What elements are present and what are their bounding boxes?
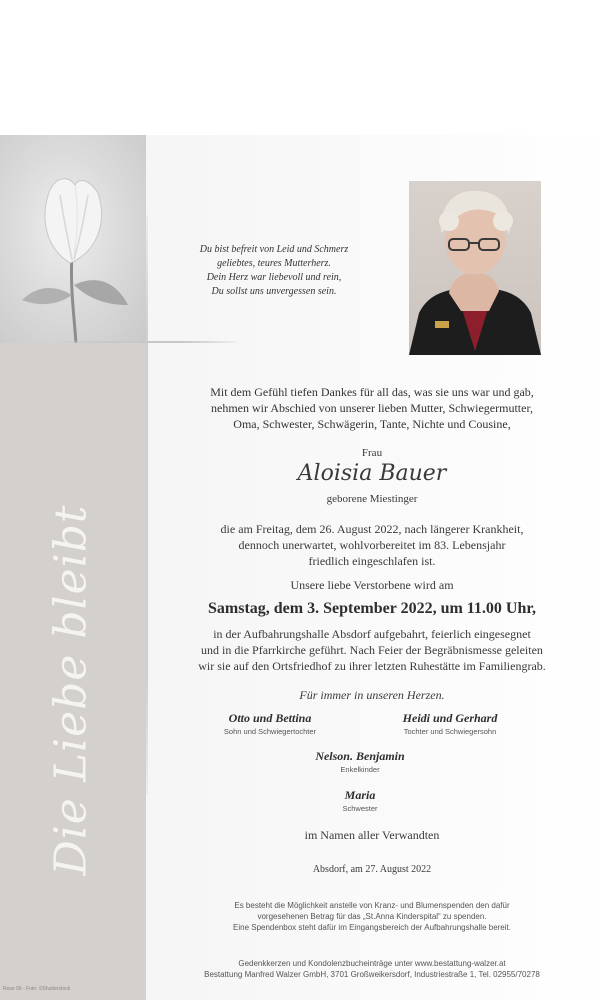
mourner-entry: [205, 711, 335, 736]
mourner-entry: [385, 711, 515, 736]
portrait-photo: [409, 181, 541, 355]
rose-image: [0, 135, 146, 343]
mourner-entry: [295, 749, 425, 774]
place-date: Absdorf, am 27. August 2022: [312, 864, 432, 875]
mourner-name: Maria: [344, 788, 376, 802]
intro-text: Mit dem Gefühl tiefen Dankes für all das, was sie uns war und gab, nehmen wir Abschied von unserer lieben Mutter, Schwiegermutter, Oma, Schwester, Schwägerin, Tante, Nichte und Cousine,: [210, 385, 534, 431]
donation-note: Es besteht die Möglichkeit anstelle von Kranz- und Blumenspenden den dafür vorgesehenen Betrag für das „St.Anna Kinderspital“ zu spenden. Eine Spendenbox steht dafür im Eingangsbereich der Aufbahrungshalle bereit.: [233, 901, 511, 932]
poem-line: Du sollst uns unvergessen sein.: [211, 286, 337, 297]
mourner-relation: Enkelkinder: [340, 765, 380, 774]
funeral-text: in der Aufbahrungshalle Absdorf aufgebahrt, feierlich eingesegnet und in die Pfarrkirche geführt. Nach Feier der Begräbnismesse geleiten wir sie auf den Ortsfriedhof zu ihrer letzten Ruhestätte im Familiengrab.: [198, 627, 546, 673]
poem-line: Dein Herz war liebevoll und rein,: [206, 272, 342, 283]
mourner-name: Otto und Bettina: [228, 711, 312, 725]
mourner-name: Heidi und Gerhard: [402, 711, 498, 725]
forever-line: Für immer in unseren Herzen.: [299, 688, 445, 702]
mourner-relation: Tochter und Schwiegersohn: [403, 727, 497, 736]
sidebar-motto: Die Liebe bleibt: [45, 504, 97, 876]
deceased-name: Aloisia Bauer: [297, 461, 447, 486]
mourner-entry: [295, 788, 425, 813]
poem-line: geliebtes, teures Mutterherz.: [217, 258, 331, 269]
cross-vertical-line: [146, 216, 148, 794]
honorific: Frau: [361, 447, 383, 459]
relatives-line: im Namen aller Verwandten: [304, 828, 440, 842]
cross-horizontal-line: [58, 341, 236, 343]
maiden-name: geborene Miestinger: [326, 493, 418, 505]
funeral-intro: Unsere liebe Verstorbene wird am: [290, 578, 454, 592]
undertaker-footer: Gedenkkerzen und Kondolenzbucheinträge unter www.bestattung-walzer.at Bestattung Manfred Walzer GmbH, 3701 Großweikersdorf, Industriestraße 1, Tel. 02955/70278: [204, 959, 540, 979]
poem: [160, 243, 388, 299]
poem-line: Du bist befreit von Leid und Schmerz: [199, 244, 349, 255]
mourner-name: Nelson. Benjamin: [315, 749, 405, 763]
photo-credit: Rose 06 - Foto: ©Shutterstock: [3, 986, 71, 992]
mourner-relation: Sohn und Schwiegertochter: [223, 727, 317, 736]
funeral-date: Samstag, dem 3. September 2022, um 11.00 Uhr,: [207, 600, 536, 617]
mourner-relation: Schwester: [342, 804, 378, 813]
death-text: die am Freitag, dem 26. August 2022, nach längerer Krankheit, dennoch unerwartet, wohlvorbereitet im 83. Lebensjahr friedlich eingeschlafen ist.: [220, 522, 524, 568]
